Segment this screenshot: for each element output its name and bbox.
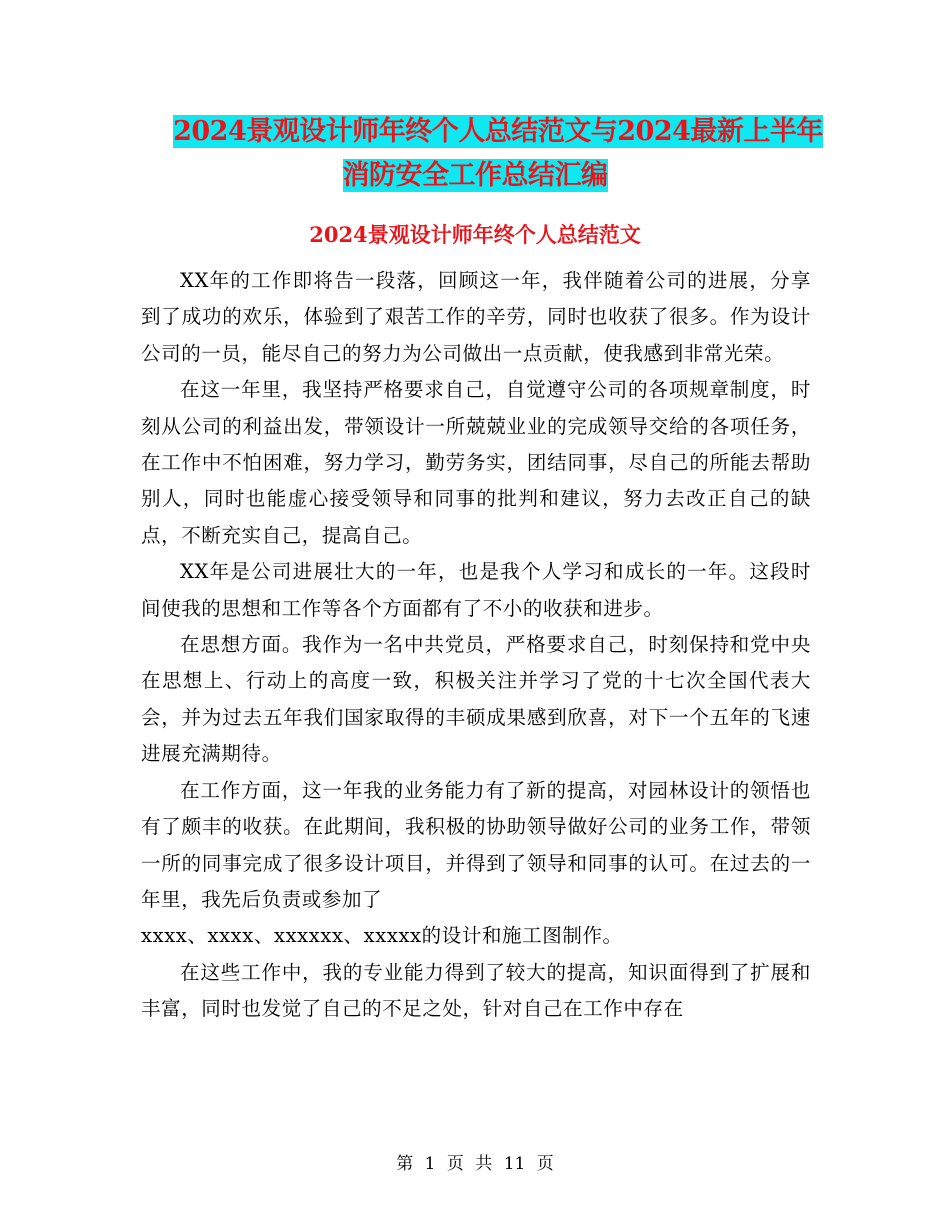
document-title-line-1: 2024景观设计师年终个人总结范文与2024最新上半年 [173,116,823,147]
page-footer: 第 1 页 共 11 页 [396,1154,554,1174]
paragraph: 在这一年里，我坚持严格要求自己，自觉遵守公司的各项规章制度，时刻从公司的利益出发，带领设计一所兢兢业业的完成领导交给的各项任务，在工作中不怕困难，努力学习，勤劳务实，团结同事，尽自己的所能去帮助别人，同时也能虚心接受领导和同事的批判和建议，努力去改正自己的缺点，不断充实自己，提高自己。 [141,378,811,547]
paragraph: xxxx、xxxx、xxxxxx、xxxxx的设计和施工图制作。 [141,924,623,948]
section-title: 2024景观设计师年终个人总结范文 [309,222,641,247]
body-text [141,263,811,1028]
paragraph: 在思想方面。我作为一名中共党员，严格要求自己，时刻保持和党中央在思想上、行动上的高度一致，积极关注并学习了党的十七次全国代表大会，并为过去五年我们国家取得的丰硕成果感到欣喜，对下一个五年的飞速进展充满期待。 [141,633,811,766]
paragraph: XX年是公司进展壮大的一年，也是我个人学习和成长的一年。这段时间使我的思想和工作等各个方面都有了不小的收获和进步。 [141,560,811,620]
document-title-line-2: 消防安全工作总结汇编 [342,160,608,191]
paragraph: 在工作方面，这一年我的业务能力有了新的提高，对园林设计的领悟也有了颇丰的收获。在此期间，我积极的协助领导做好公司的业务工作，带领一所的同事完成了很多设计项目，并得到了领导和同事的认可。在过去的一年里，我先后负责或参加了 [141,778,811,911]
paragraph: 在这些工作中，我的专业能力得到了较大的提高，知识面得到了扩展和丰富，同时也发觉了自己的不足之处，针对自己在工作中存在 [141,960,811,1021]
paragraph: XX年的工作即将告一段落，回顾这一年，我伴随着公司的进展，分享到了成功的欢乐，体验到了艰苦工作的辛劳，同时也收获了很多。作为设计公司的一员，能尽自己的努力为公司做出一点贡献，使我感到非常光荣。 [141,269,811,365]
